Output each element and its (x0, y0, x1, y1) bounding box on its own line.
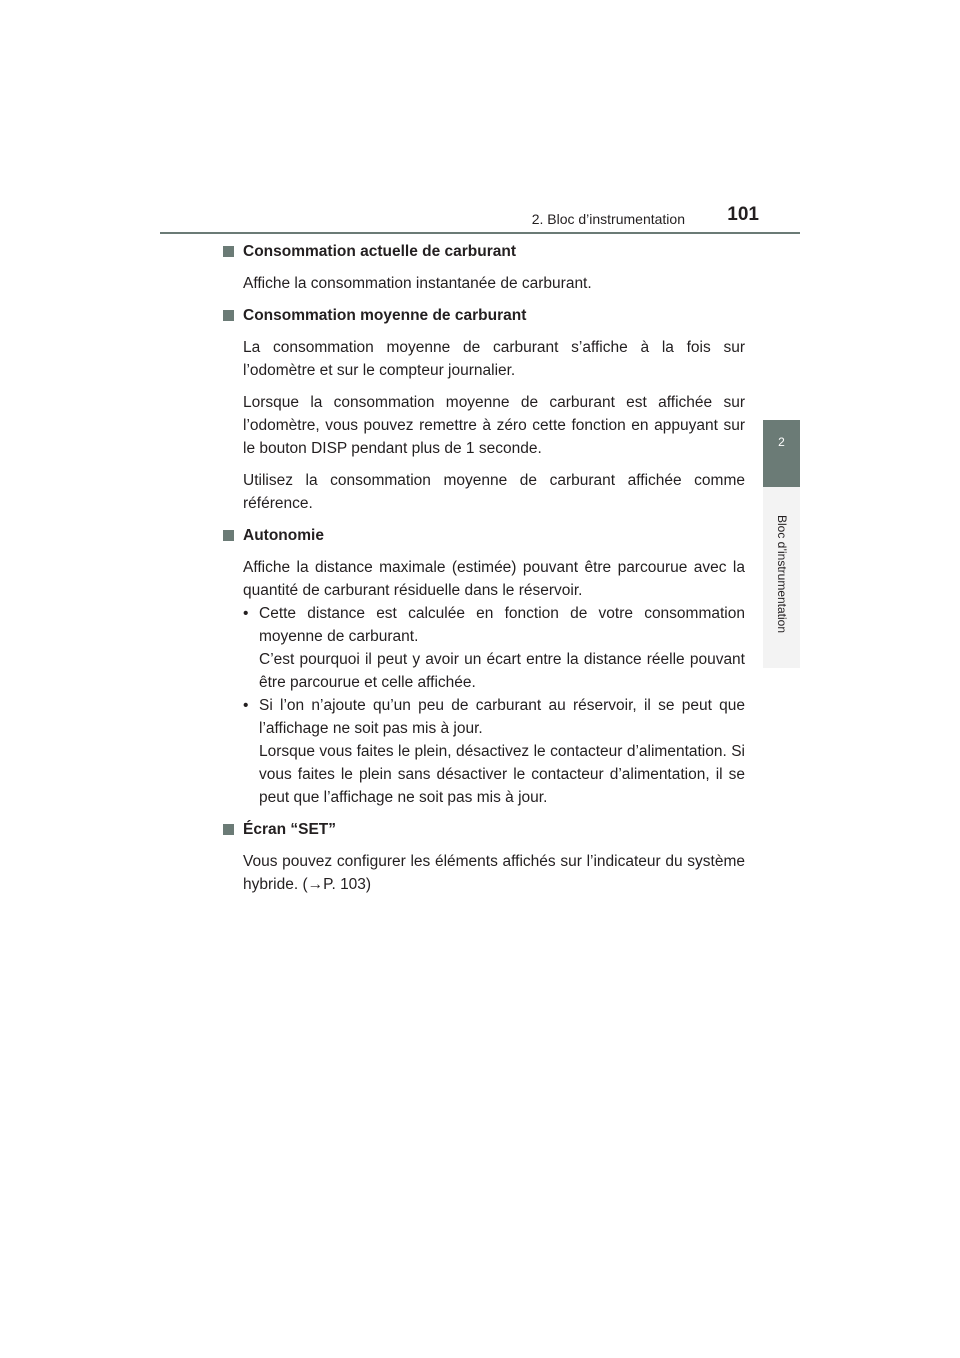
paragraph: Affiche la distance maximale (estimée) pouvant être parcourue avec la quantité de carburant résiduelle dans le réservoir. (243, 559, 745, 599)
bullet-item (243, 694, 745, 809)
bullet-dot-icon: • (243, 605, 249, 622)
bullet-dot-icon: • (243, 697, 249, 714)
bullet-text: Cette distance est calculée en fonction de votre consommation moyenne de carburant. (259, 605, 745, 645)
item-title-current-consumption (243, 240, 745, 263)
paragraph: La consommation moyenne de carburant s’affiche à la fois sur l’odomètre et sur le compteur journalier. (243, 339, 745, 379)
item-title-text: Autonomie (243, 527, 324, 544)
chapter-tab (763, 487, 800, 668)
square-bullet-icon (223, 310, 234, 321)
square-bullet-icon (223, 824, 234, 835)
item-title-text: Consommation actuelle de carburant (243, 243, 517, 260)
square-bullet-icon (223, 246, 234, 257)
paragraph: Affiche la consommation instantanée de carburant. (243, 275, 592, 292)
item-title-set-screen (243, 818, 745, 841)
bullet-text: C’est pourquoi il peut y avoir un écart entre la distance réelle pouvant être parcourue et celle affichée. (259, 651, 745, 691)
item-title-text: Consommation moyenne de carburant (243, 307, 527, 324)
page-header (160, 204, 800, 232)
page-content (223, 240, 745, 905)
bullet-text: Si l’on n’ajoute qu’un peu de carburant au réservoir, il se peut que l’affichage ne soit pas mis à jour. (259, 697, 745, 737)
header-rule (160, 232, 800, 234)
bullet-item (243, 602, 745, 694)
item-title-average-consumption (243, 304, 745, 327)
chapter-tab-number: 2 (763, 420, 800, 487)
page-number: 101 (727, 204, 759, 225)
bullet-text: Lorsque vous faites le plein, désactivez le contacteur d’alimentation. Si vous faites le plein sans désactiver le contacteur d’alimentation, il se peut que l’affichage ne soit pas mis à jour. (259, 743, 745, 806)
paragraph: Utilisez la consommation moyenne de carburant affichée comme référence. (243, 472, 745, 512)
item-title-text: Écran “SET” (243, 821, 337, 838)
paragraph: Lorsque la consommation moyenne de carburant est affichée sur l’odomètre, vous pouvez remettre à zéro cette fonction en appuyant sur le bouton DISP pendant plus de 1 seconde. (243, 394, 745, 457)
paragraph: Vous pouvez configurer les éléments affichés sur l’indicateur du système hybride. (→P. 103) (243, 853, 745, 893)
chapter-tab-label: Bloc d’instrumentation (774, 514, 789, 634)
section-title: 2. Bloc d’instrumentation (531, 211, 685, 227)
item-title-range (243, 524, 745, 547)
square-bullet-icon (223, 530, 234, 541)
